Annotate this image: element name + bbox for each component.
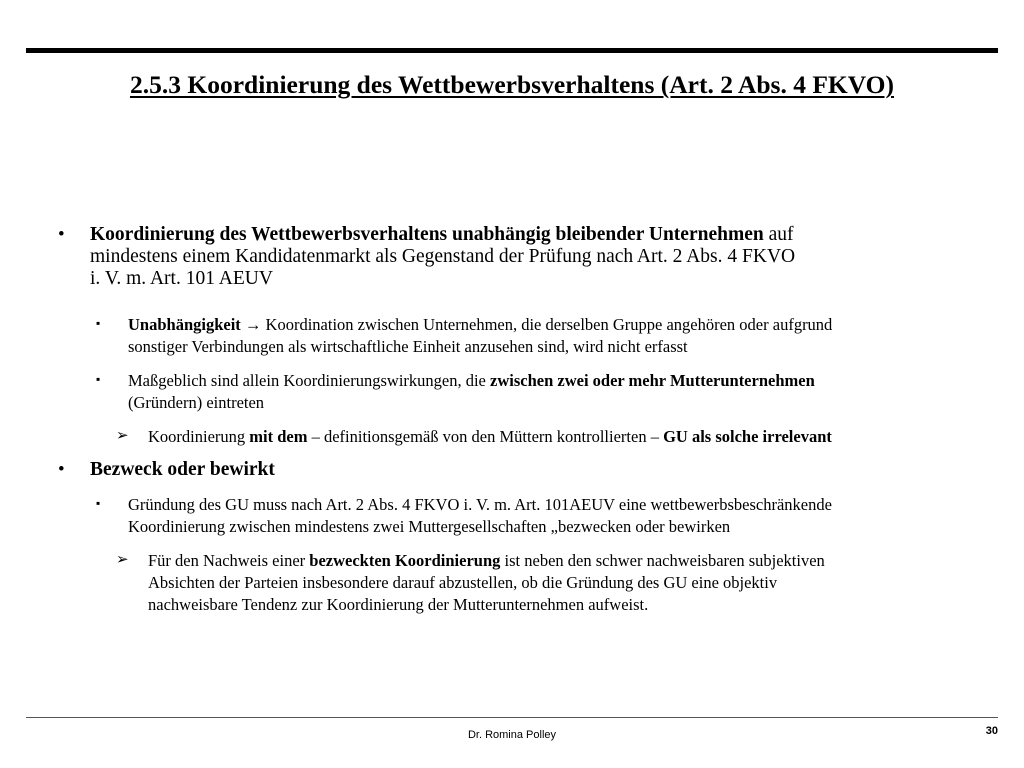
bullet-line bbox=[90, 459, 275, 481]
text-run: Gründung des GU muss nach Art. 2 Abs. 4 FKVO i. V. m. Art. 101AEUV eine wettbewerbsbeschränkende bbox=[128, 495, 832, 514]
bullet-line bbox=[90, 246, 795, 268]
text-run: Absichten der Parteien insbesondere darauf abzustellen, ob die Gründung des GU eine objektiv bbox=[148, 573, 778, 592]
square-bullet-icon: ▪ bbox=[96, 372, 101, 386]
text-run: nachweisbare Tendenz zur Koordinierung der Mutterunternehmen aufweist. bbox=[148, 595, 649, 614]
bullet-text bbox=[90, 459, 275, 481]
bottom-rule bbox=[26, 717, 998, 718]
text-run: Unabhängigkeit → bbox=[128, 315, 266, 334]
text-run: sonstiger Verbindungen als wirtschaftliche Einheit anzusehen sind, wird nicht erfasst bbox=[128, 337, 688, 356]
bullet-marker: • bbox=[58, 224, 65, 245]
text-run: Koordinierung zwischen mindestens zwei Muttergesellschaften „bezwecken oder bewirken bbox=[128, 517, 731, 536]
slide-title: 2.5.3 Koordinierung des Wettbewerbsverhaltens (Art. 2 Abs. 4 FKVO) bbox=[130, 70, 894, 99]
text-run: ist neben den schwer nachweisbaren subjektiven bbox=[500, 551, 825, 570]
bullet-line bbox=[128, 516, 832, 538]
text-run: – definitionsgemäß von den Müttern kontrollierten – bbox=[307, 427, 664, 446]
bullet-line bbox=[148, 594, 825, 616]
square-bullet-icon: ▪ bbox=[96, 316, 101, 330]
text-run: auf bbox=[763, 224, 794, 245]
square-bullet-icon: ▪ bbox=[96, 496, 101, 510]
text-run: i. V. m. Art. 101 AEUV bbox=[90, 268, 273, 289]
bullet-line bbox=[128, 314, 832, 336]
bullet-line bbox=[90, 224, 795, 246]
text-run: bezweckten Koordinierung bbox=[309, 551, 501, 570]
text-run: Bezweck oder bewirkt bbox=[90, 459, 275, 480]
arrow-bullet-icon: ➢ bbox=[116, 428, 129, 444]
bullet-line bbox=[128, 336, 832, 358]
bullet-text bbox=[148, 550, 825, 616]
text-run: Koordinierung des Wettbewerbsverhaltens unabhängig bleibender Unternehmen bbox=[90, 224, 764, 245]
bullet-text bbox=[90, 224, 795, 290]
arrow-bullet-icon: ➢ bbox=[116, 552, 129, 568]
text-run: Maßgeblich sind allein Koordinierungswirkungen, die bbox=[128, 371, 491, 390]
text-run: Für den Nachweis einer bbox=[148, 551, 310, 570]
bullet-line bbox=[90, 268, 795, 290]
text-run: zwischen zwei oder mehr Mutterunternehmen bbox=[490, 371, 815, 390]
bullet-line bbox=[148, 426, 832, 448]
bullet-text bbox=[148, 426, 832, 448]
top-rule bbox=[26, 48, 998, 53]
bullet-line bbox=[148, 550, 825, 572]
bullet-text bbox=[128, 370, 815, 414]
text-run: Koordination zwischen Unternehmen, die derselben Gruppe angehören oder aufgrund bbox=[265, 315, 833, 334]
bullet-line bbox=[148, 572, 825, 594]
text-run: mindestens einem Kandidatenmarkt als Gegenstand der Prüfung nach Art. 2 Abs. 4 FKVO bbox=[90, 246, 796, 267]
footer-author: Dr. Romina Polley bbox=[467, 729, 557, 741]
bullet-text bbox=[128, 494, 832, 538]
bullet-line bbox=[128, 392, 815, 414]
bullet-marker: • bbox=[58, 459, 65, 480]
text-run: Koordinierung bbox=[148, 427, 250, 446]
text-run: mit dem bbox=[249, 427, 308, 446]
text-run: GU als solche irrelevant bbox=[663, 427, 832, 446]
bullet-line bbox=[128, 370, 815, 392]
bullet-text bbox=[128, 314, 832, 358]
bullet-line bbox=[128, 494, 832, 516]
text-run: (Gründern) eintreten bbox=[128, 393, 265, 412]
page-number: 30 bbox=[985, 725, 998, 737]
